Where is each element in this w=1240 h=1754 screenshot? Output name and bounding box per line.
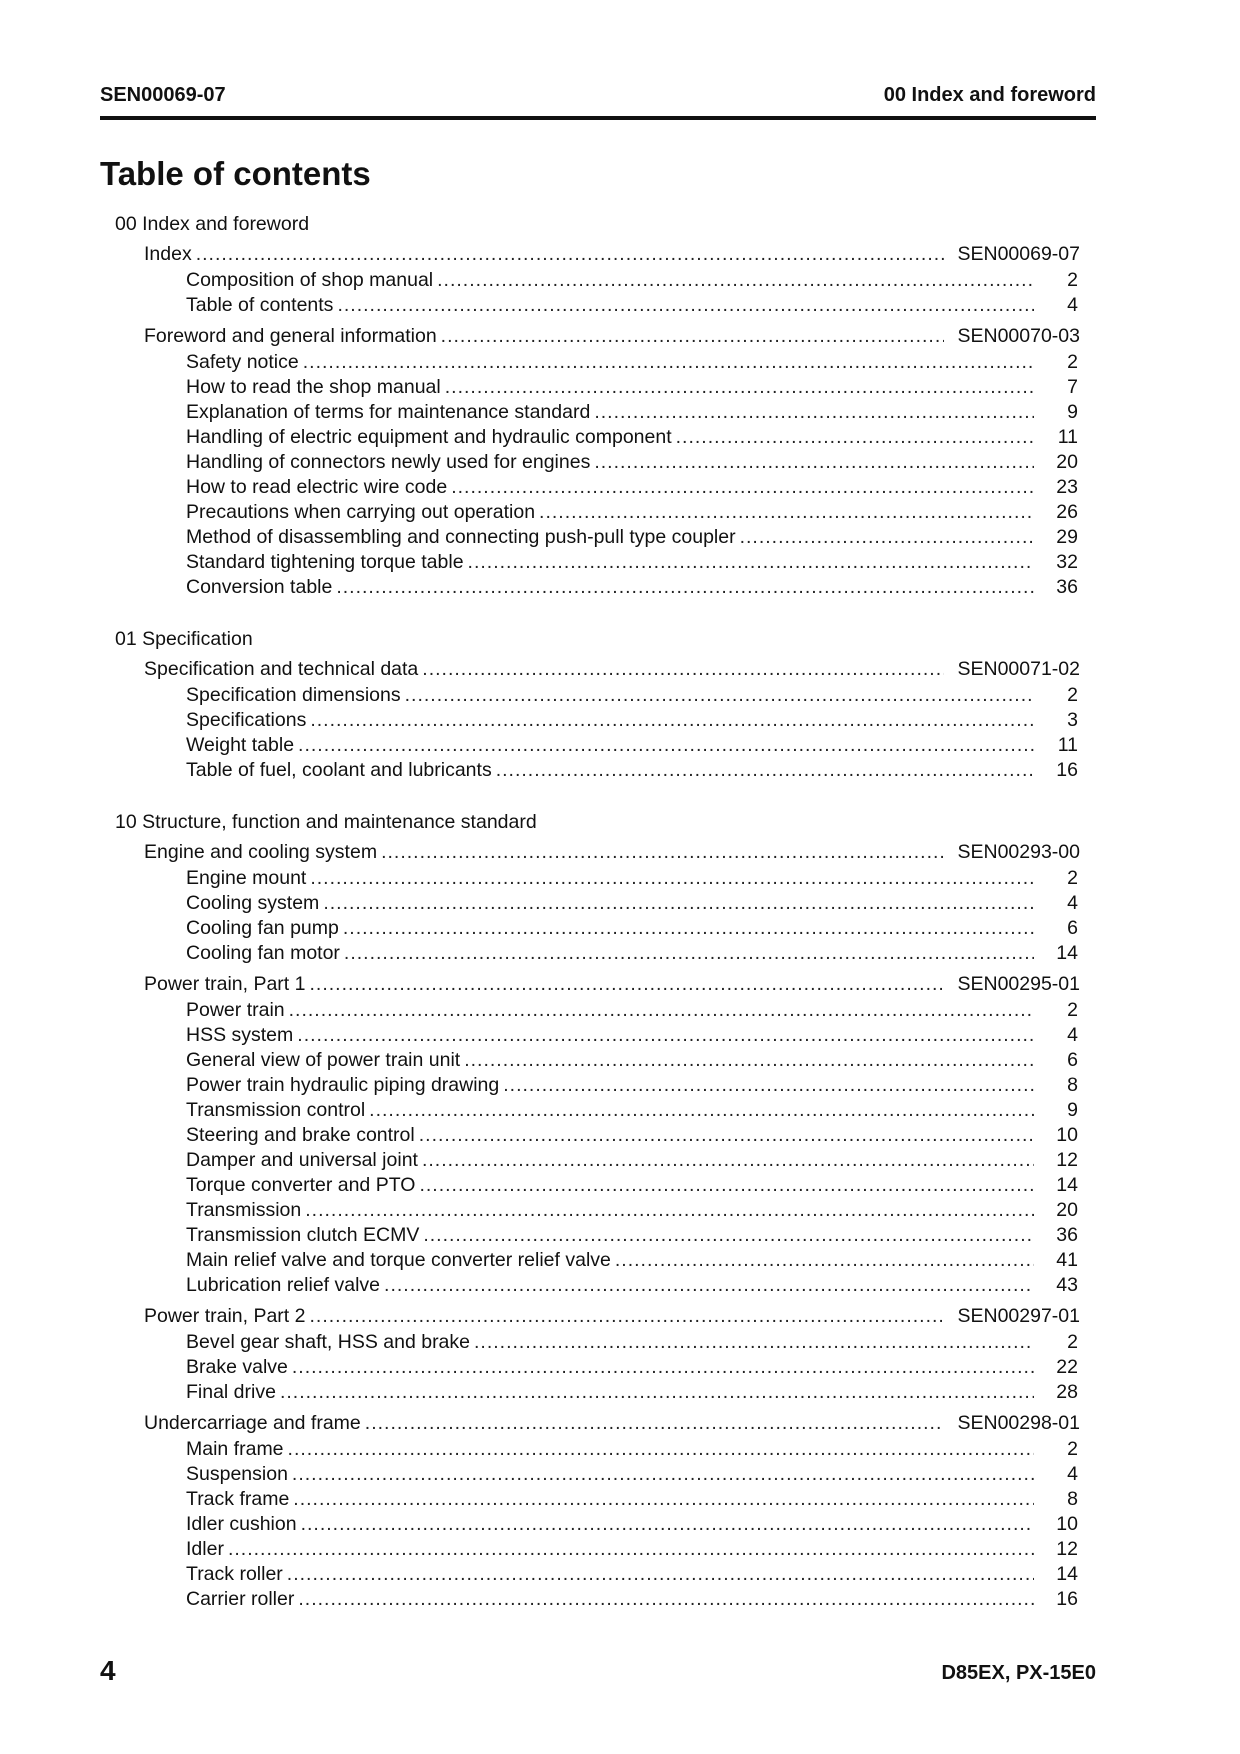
toc-subentry-title: General view of power train unit: [186, 1049, 461, 1071]
toc-subentry[interactable]: [100, 891, 1080, 916]
toc-subentry[interactable]: [100, 708, 1080, 733]
dot-leader: [441, 322, 944, 350]
dot-leader: [289, 998, 1034, 1023]
dot-leader: [292, 1355, 1034, 1380]
toc-subentry[interactable]: [100, 575, 1080, 600]
dot-leader: [298, 1587, 1034, 1612]
toc-group: [100, 1302, 1080, 1405]
dot-leader: [381, 838, 944, 866]
dot-leader: [451, 475, 1034, 500]
toc-subentry[interactable]: [100, 998, 1080, 1023]
toc-subentry-title: Steering and brake control: [186, 1124, 415, 1146]
toc-group: [100, 838, 1080, 966]
toc-subentry-page: 14: [1056, 1563, 1078, 1585]
toc-subentry[interactable]: [100, 1437, 1080, 1462]
toc-entry-doc-id: SEN00069-07: [957, 243, 1080, 265]
toc-subentry-title: Cooling fan motor: [186, 942, 340, 964]
toc-subentry[interactable]: [100, 1537, 1080, 1562]
toc-subentry[interactable]: [100, 1487, 1080, 1512]
dot-leader: [336, 575, 1034, 600]
table-of-contents: [100, 210, 1080, 1637]
toc-subentry[interactable]: [100, 268, 1080, 293]
toc-group: [100, 1409, 1080, 1612]
toc-subentry-page: 41: [1056, 1249, 1078, 1271]
toc-subentry-title: Table of contents: [186, 294, 334, 316]
dot-leader: [293, 1487, 1034, 1512]
toc-subentry-page: 23: [1056, 476, 1078, 498]
dot-leader: [344, 941, 1034, 966]
toc-subentry-page: 36: [1056, 1224, 1078, 1246]
toc-entry-doc-id: SEN00070-03: [957, 325, 1080, 347]
toc-subentry-page: 16: [1056, 1588, 1078, 1610]
dot-leader: [309, 1302, 944, 1330]
dot-leader: [422, 1148, 1034, 1173]
dot-leader: [369, 1098, 1034, 1123]
dot-leader: [419, 1173, 1034, 1198]
toc-subentry-page: 22: [1056, 1356, 1078, 1378]
toc-entry-title: Engine and cooling system: [144, 841, 378, 863]
toc-subentry-page: 2: [1067, 1438, 1078, 1460]
dot-leader: [503, 1073, 1034, 1098]
toc-subentry-title: Torque converter and PTO: [186, 1174, 416, 1196]
toc-subentry-page: 16: [1056, 759, 1078, 781]
toc-subentry-page: 26: [1056, 501, 1078, 523]
dot-leader: [423, 1223, 1034, 1248]
toc-subentry-page: 28: [1056, 1381, 1078, 1403]
dot-leader: [298, 733, 1034, 758]
toc-subentry-title: Explanation of terms for maintenance standard: [186, 401, 591, 423]
toc-subentry-page: 8: [1067, 1488, 1078, 1510]
dot-leader: [196, 240, 944, 268]
toc-subentry-page: 9: [1067, 1099, 1078, 1121]
toc-subentry[interactable]: [100, 1123, 1080, 1148]
toc-subentry[interactable]: [100, 1248, 1080, 1273]
dot-leader: [280, 1380, 1034, 1405]
toc-subentry-page: 14: [1056, 1174, 1078, 1196]
toc-subentry-title: Lubrication relief valve: [186, 1274, 381, 1296]
toc-subentry[interactable]: [100, 1462, 1080, 1487]
toc-subentry-page: 8: [1067, 1074, 1078, 1096]
toc-subentry[interactable]: [100, 1148, 1080, 1173]
page-title: Table of contents: [100, 155, 371, 192]
toc-subentry-page: 32: [1056, 551, 1078, 573]
toc-entry-doc-id: SEN00297-01: [957, 1305, 1080, 1327]
toc-subentry-title: Cooling fan pump: [186, 917, 339, 939]
toc-subentry[interactable]: [100, 550, 1080, 575]
dot-leader: [309, 970, 944, 998]
toc-subentry[interactable]: [100, 400, 1080, 425]
toc-section-title: 00 Index and foreword: [115, 213, 310, 235]
toc-subentry[interactable]: [100, 525, 1080, 550]
toc-entry[interactable]: [100, 240, 1080, 268]
toc-entry-title: Specification and technical data: [144, 658, 419, 680]
toc-subentry-title: Conversion table: [186, 576, 333, 598]
toc-subentry-title: Engine mount: [186, 867, 307, 889]
toc-subentry-title: Main frame: [186, 1438, 284, 1460]
dot-leader: [615, 1248, 1034, 1273]
toc-subentry-title: Precautions when carrying out operation: [186, 501, 536, 523]
dot-leader: [468, 550, 1034, 575]
toc-subentry-title: Handling of connectors newly used for engines: [186, 451, 591, 473]
dot-leader: [445, 375, 1034, 400]
toc-subentry-title: Suspension: [186, 1463, 288, 1485]
toc-entry-doc-id: SEN00295-01: [957, 973, 1080, 995]
toc-subentry[interactable]: [100, 1273, 1080, 1298]
toc-subentry[interactable]: [100, 758, 1080, 783]
toc-group: [100, 240, 1080, 318]
dot-leader: [297, 1023, 1034, 1048]
page-number: 4: [100, 1655, 116, 1686]
chapter-title: 00 Index and foreword: [883, 84, 1096, 106]
toc-subentry-page: 11: [1057, 426, 1078, 448]
toc-entry[interactable]: [100, 970, 1080, 998]
toc-subentry[interactable]: [100, 1330, 1080, 1355]
toc-entry-title: Power train, Part 2: [144, 1305, 306, 1327]
toc-subentry-title: Composition of shop manual: [186, 269, 434, 291]
toc-subentry-page: 36: [1056, 576, 1078, 598]
toc-subentry[interactable]: [100, 1198, 1080, 1223]
toc-subentry[interactable]: [100, 1173, 1080, 1198]
toc-subentry-page: 2: [1067, 684, 1078, 706]
toc-subentry[interactable]: [100, 450, 1080, 475]
dot-leader: [303, 350, 1034, 375]
toc-subentry-title: Final drive: [186, 1381, 276, 1403]
toc-subentry[interactable]: [100, 425, 1080, 450]
toc-group: [100, 655, 1080, 783]
toc-subentry-title: Transmission control: [186, 1099, 366, 1121]
toc-subentry-page: 10: [1056, 1513, 1078, 1535]
toc-subentry[interactable]: [100, 1512, 1080, 1537]
dot-leader: [474, 1330, 1034, 1355]
toc-section: [100, 808, 1080, 1612]
dot-leader: [365, 1409, 944, 1437]
toc-subentry-title: Standard tightening torque table: [186, 551, 464, 573]
dot-leader: [594, 400, 1034, 425]
toc-subentry-title: How to read the shop manual: [186, 376, 441, 398]
dot-leader: [310, 866, 1034, 891]
toc-subentry-title: How to read electric wire code: [186, 476, 448, 498]
dot-leader: [422, 655, 944, 683]
toc-subentry-page: 7: [1067, 376, 1078, 398]
toc-subentry[interactable]: [100, 350, 1080, 375]
toc-subentry-page: 9: [1067, 401, 1078, 423]
dot-leader: [594, 450, 1034, 475]
dot-leader: [740, 525, 1034, 550]
toc-section: [100, 210, 1080, 600]
toc-entry-title: Power train, Part 1: [144, 973, 306, 995]
toc-entry-doc-id: SEN00071-02: [957, 658, 1080, 680]
toc-subentry[interactable]: [100, 733, 1080, 758]
toc-subentry-page: 4: [1067, 1463, 1078, 1485]
toc-subentry-title: Weight table: [186, 734, 295, 756]
dot-leader: [384, 1273, 1034, 1298]
toc-subentry[interactable]: [100, 1562, 1080, 1587]
toc-entry[interactable]: [100, 655, 1080, 683]
toc-subentry-title: Transmission clutch ECMV: [186, 1224, 420, 1246]
toc-subentry-page: 12: [1056, 1149, 1078, 1171]
toc-subentry-title: Method of disassembling and connecting push-pull type coupler: [186, 526, 736, 548]
toc-subentry-page: 3: [1067, 709, 1078, 731]
toc-entry-title: Undercarriage and frame: [144, 1412, 361, 1434]
dot-leader: [437, 268, 1034, 293]
toc-subentry[interactable]: [100, 475, 1080, 500]
toc-subentry-title: Idler: [186, 1538, 224, 1560]
toc-section: [100, 625, 1080, 783]
toc-subentry[interactable]: [100, 1048, 1080, 1073]
dot-leader: [323, 891, 1034, 916]
toc-subentry-page: 6: [1067, 917, 1078, 939]
toc-subentry-title: Handling of electric equipment and hydraulic component: [186, 426, 672, 448]
toc-subentry-title: Damper and universal joint: [186, 1149, 418, 1171]
page-header: [100, 80, 1096, 120]
dot-leader: [288, 1437, 1034, 1462]
toc-subentry-title: HSS system: [186, 1024, 294, 1046]
toc-subentry[interactable]: [100, 1380, 1080, 1405]
toc-subentry-page: 4: [1067, 1024, 1078, 1046]
toc-subentry-page: 2: [1067, 351, 1078, 373]
toc-subentry[interactable]: [100, 375, 1080, 400]
toc-subentry-title: Power train hydraulic piping drawing: [186, 1074, 500, 1096]
toc-group: [100, 322, 1080, 600]
toc-entry-doc-id: SEN00293-00: [957, 841, 1080, 863]
toc-subentry-page: 2: [1067, 867, 1078, 889]
toc-subentry-title: Power train: [186, 999, 285, 1021]
dot-leader: [464, 1048, 1034, 1073]
dot-leader: [310, 708, 1034, 733]
toc-subentry[interactable]: [100, 1587, 1080, 1612]
toc-subentry-title: Specifications: [186, 709, 307, 731]
document-id: SEN00069-07: [100, 84, 226, 106]
dot-leader: [539, 500, 1034, 525]
toc-entry-title: Index: [144, 243, 192, 265]
toc-subentry-page: 4: [1067, 892, 1078, 914]
dot-leader: [419, 1123, 1034, 1148]
toc-subentry-page: 11: [1057, 734, 1078, 756]
dot-leader: [676, 425, 1034, 450]
toc-entry[interactable]: [100, 1302, 1080, 1330]
toc-subentry-title: Bevel gear shaft, HSS and brake: [186, 1331, 470, 1353]
dot-leader: [292, 1462, 1034, 1487]
toc-subentry-title: Track frame: [186, 1488, 290, 1510]
toc-subentry[interactable]: [100, 1223, 1080, 1248]
toc-subentry-page: 29: [1056, 526, 1078, 548]
toc-subentry-page: 14: [1056, 942, 1078, 964]
toc-subentry-title: Specification dimensions: [186, 684, 401, 706]
dot-leader: [228, 1537, 1034, 1562]
toc-subentry-title: Cooling system: [186, 892, 320, 914]
toc-subentry-page: 6: [1067, 1049, 1078, 1071]
model-name: D85EX, PX-15E0: [941, 1662, 1096, 1684]
toc-subentry-page: 20: [1056, 451, 1078, 473]
toc-entry[interactable]: [100, 1409, 1080, 1437]
toc-subentry-title: Safety notice: [186, 351, 299, 373]
toc-group: [100, 970, 1080, 1298]
toc-subentry-page: 2: [1067, 999, 1078, 1021]
dot-leader: [343, 916, 1034, 941]
dot-leader: [496, 758, 1034, 783]
toc-subentry[interactable]: [100, 293, 1080, 318]
toc-subentry-page: 4: [1067, 294, 1078, 316]
toc-subentry[interactable]: [100, 1098, 1080, 1123]
toc-entry[interactable]: [100, 838, 1080, 866]
toc-subentry-title: Track roller: [186, 1563, 283, 1585]
toc-subentry[interactable]: [100, 1023, 1080, 1048]
toc-subentry-title: Main relief valve and torque converter relief valve: [186, 1249, 611, 1271]
toc-subentry[interactable]: [100, 941, 1080, 966]
toc-subentry-page: 12: [1056, 1538, 1078, 1560]
toc-entry-title: Foreword and general information: [144, 325, 437, 347]
toc-subentry[interactable]: [100, 866, 1080, 891]
toc-subentry-page: 2: [1067, 269, 1078, 291]
dot-leader: [337, 293, 1034, 318]
toc-subentry-title: Carrier roller: [186, 1588, 295, 1610]
dot-leader: [405, 683, 1034, 708]
toc-subentry-title: Idler cushion: [186, 1513, 297, 1535]
toc-subentry[interactable]: [100, 1355, 1080, 1380]
toc-subentry-page: 43: [1056, 1274, 1078, 1296]
toc-subentry[interactable]: [100, 916, 1080, 941]
toc-section-title: 10 Structure, function and maintenance standard: [115, 811, 537, 833]
toc-subentry[interactable]: [100, 683, 1080, 708]
toc-subentry[interactable]: [100, 1073, 1080, 1098]
toc-subentry-title: Table of fuel, coolant and lubricants: [186, 759, 492, 781]
toc-subentry-title: Transmission: [186, 1199, 302, 1221]
dot-leader: [305, 1198, 1034, 1223]
toc-subentry-page: 10: [1056, 1124, 1078, 1146]
toc-section-title: 01 Specification: [115, 628, 253, 650]
toc-entry[interactable]: [100, 322, 1080, 350]
toc-subentry-page: 20: [1056, 1199, 1078, 1221]
dot-leader: [301, 1512, 1034, 1537]
dot-leader: [287, 1562, 1034, 1587]
toc-subentry[interactable]: [100, 500, 1080, 525]
toc-subentry-title: Brake valve: [186, 1356, 288, 1378]
toc-entry-doc-id: SEN00298-01: [957, 1412, 1080, 1434]
toc-subentry-page: 2: [1067, 1331, 1078, 1353]
